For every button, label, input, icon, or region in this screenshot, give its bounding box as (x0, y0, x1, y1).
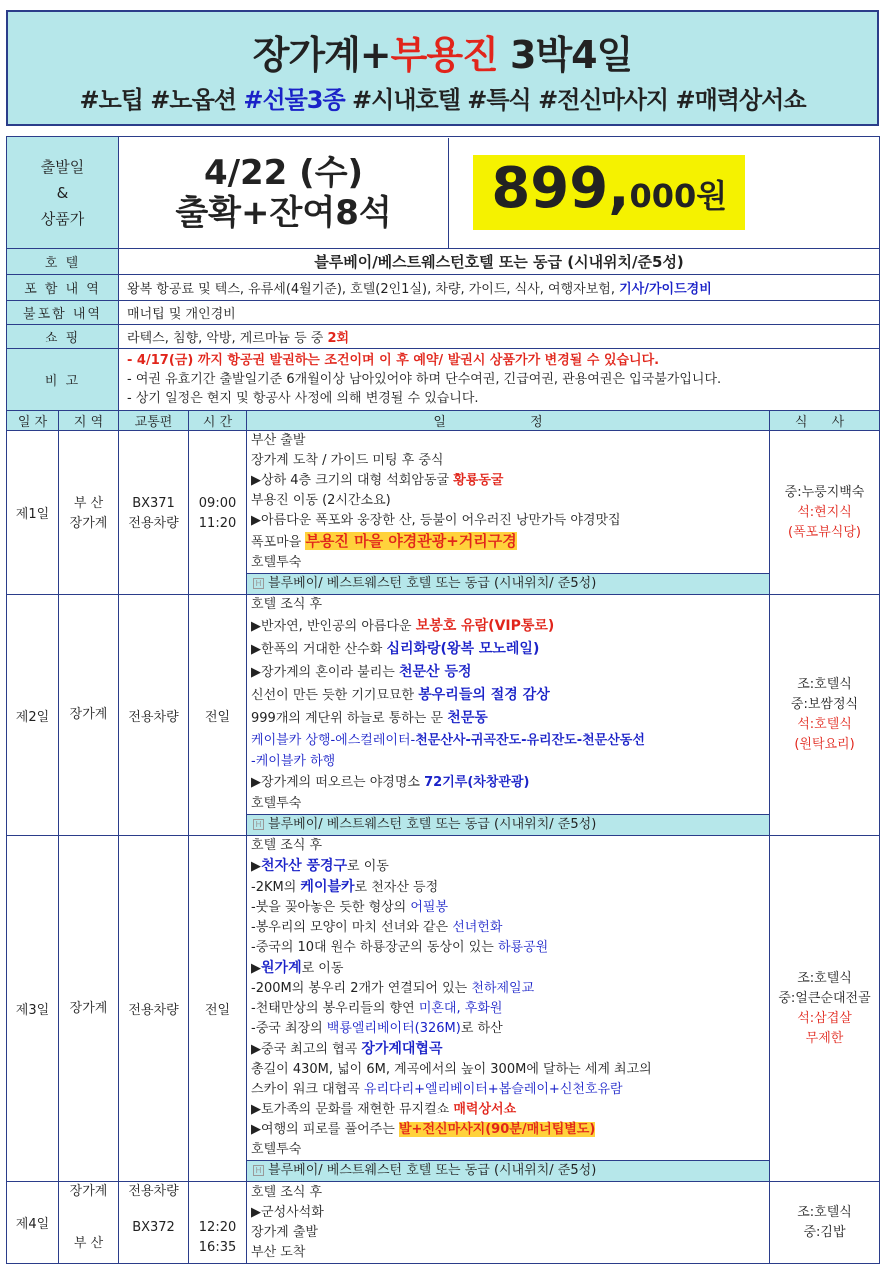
highlight: 유리다리+엘리베이터+봅슬레이+신천호유람 (363, 1082, 623, 1097)
shopping-highlight: 2회 (327, 331, 350, 346)
label-line: 상품가 (40, 209, 85, 228)
text: ▶ (251, 961, 262, 976)
text: 로 이동 (301, 961, 344, 976)
day3-row (7, 836, 880, 1182)
date-block (119, 138, 449, 248)
meal-line: 중:김밥 (803, 1224, 846, 1240)
price-block (449, 138, 770, 248)
schedule-line (251, 938, 765, 958)
schedule-line (251, 1019, 765, 1039)
day2-time: 전일 (189, 595, 247, 836)
note-row (7, 349, 880, 411)
highlight: 천하제일교 (471, 981, 535, 996)
title-part: 장가계+ (252, 33, 391, 77)
text: ▶중국 최고의 협곡 (251, 1042, 362, 1057)
exclude-row (7, 301, 880, 325)
include-highlight: 기사/가이드경비 (619, 282, 712, 297)
highlight: 발+전신마사지(90분/매너팁별도) (399, 1122, 596, 1137)
day2-label: 제2일 (7, 595, 59, 836)
text: ▶ (251, 859, 262, 874)
schedule-line (251, 684, 765, 707)
schedule-line: 총길이 430M, 넓이 6M, 계곡에서의 높이 300M에 달하는 세계 최고의 (251, 1062, 652, 1077)
shopping-text: 라텍스, 침향, 악방, 게르마늄 등 중 (127, 331, 328, 346)
note-label: 비 고 (7, 349, 119, 411)
day4-time (189, 1182, 247, 1264)
schedule-line (251, 638, 765, 661)
shopping-row (7, 325, 880, 349)
schedule-line (251, 856, 765, 877)
region-line: 부 산 (73, 495, 104, 511)
schedule-line (251, 979, 765, 999)
exclude-value: 매너팁 및 개인경비 (119, 301, 880, 325)
highlight: 미혼대, 후화원 (418, 1001, 503, 1016)
exclude-label: 불포함 내역 (7, 301, 119, 325)
schedule-line (251, 1080, 765, 1100)
day2-meal (770, 595, 880, 836)
text: -붓을 꽂아놓은 듯한 형상의 (251, 900, 411, 915)
note-line: - 4/17(금) 까지 항공권 발권하는 조건이며 이 후 예약/ 발권시 상품가가 변경될 수 있습니다. (127, 353, 660, 368)
depart-label (7, 137, 119, 249)
hotel-icon: H (253, 1165, 264, 1176)
hotel-text: 블루베이/ 베스트웨스턴 호텔 또는 동급 (시내위치/ 준5성) (268, 1163, 597, 1178)
schedule-line (251, 1100, 765, 1120)
hotel-row (7, 249, 880, 275)
schedule-line: 호텔 조식 후 (251, 838, 323, 853)
schedule-line (251, 772, 765, 794)
hashtags (8, 80, 877, 115)
price-main: 899, (491, 156, 630, 221)
highlight: 천자산 풍경구 (261, 858, 348, 874)
hotel-icon: H (253, 578, 264, 589)
schedule-line: 호텔투숙 (251, 796, 302, 811)
highlight: 보봉호 유람(VIP통로) (415, 618, 555, 634)
label-line: & (56, 183, 69, 202)
schedule-line: ▶군성사석화 (251, 1204, 324, 1220)
highlight: 천문동 (447, 710, 488, 726)
col-meal: 식 사 (770, 411, 880, 431)
time-line: 16:35 (198, 1240, 237, 1255)
include-label: 포 함 내 역 (7, 275, 119, 301)
schedule-line: 부산 출발 (251, 433, 306, 448)
text: 케이블카 상행-에스컬레이터- (251, 733, 416, 748)
hotel-text: 블루베이/ 베스트웨스턴 호텔 또는 동급 (시내위치/ 준5성) (268, 817, 597, 832)
day1-row (7, 431, 880, 595)
include-text: 왕복 항공료 및 텍스, 유류세(4월기준), 호텔(2인1실), 차량, 가이드, 식사, 여행자보험, (127, 282, 620, 297)
text: -200M의 봉우리 2개가 연결되어 있는 (251, 981, 472, 996)
transport-line: BX371 (132, 495, 175, 511)
text: ▶여행의 피로를 풀어주는 (251, 1122, 399, 1137)
highlight: 천문산사-귀곡잔도-유리잔도-천문산동선 (415, 733, 645, 748)
hotel-icon: H (253, 819, 264, 830)
shopping-label: 쇼 핑 (7, 325, 119, 349)
highlight: 황룡동굴 (453, 473, 504, 488)
schedule-line: 부산 도착 (251, 1244, 306, 1260)
text: -중국 최장의 (251, 1021, 327, 1036)
tags-highlight: #선물3종 (243, 86, 345, 114)
tags-part: #노팁 #노옵션 (79, 86, 244, 114)
day2-row (7, 595, 880, 836)
text: 스카이 워크 대협곡 (251, 1082, 364, 1097)
text: 폭포마을 (251, 535, 306, 550)
day3-transport: 전용차량 (119, 836, 189, 1182)
day3-hotel (247, 1160, 769, 1181)
day4-row (7, 1182, 880, 1264)
day4-schedule (247, 1182, 770, 1264)
shopping-value (119, 325, 880, 349)
meal-line: 석:삼겹살 (797, 1010, 852, 1026)
schedule-line (251, 661, 765, 684)
meal-line: 중:얼큰순대전골 (778, 990, 871, 1006)
schedule-line (251, 958, 765, 979)
day2-hotel (247, 814, 769, 835)
schedule-line (251, 1039, 765, 1060)
label-line: 출발일 (40, 157, 85, 176)
schedule-line: 장가계 도착 / 가이드 미팅 후 중식 (251, 453, 444, 468)
note-line: - 여권 유효기간 출발일기준 6개월이상 남아있어야 하며 단수여권, 긴급여권, 관용여권은 입국불가입니다. (127, 372, 722, 387)
hotel-value: 블루베이/베스트웨스턴호텔 또는 동급 (시내위치/준5성) (119, 249, 880, 275)
day3-schedule (247, 836, 770, 1182)
summary-filler (770, 137, 880, 249)
day2-region: 장가계 (59, 595, 119, 836)
day1-region (59, 431, 119, 595)
text: 로 이동 (347, 859, 389, 874)
page-title (8, 24, 877, 79)
tags-part: #시내호텔 #특식 #전신마사지 #매력상서쇼 (344, 86, 806, 114)
day4-transport (119, 1182, 189, 1264)
col-time: 시 간 (189, 411, 247, 431)
highlight: 십리화랑(왕복 모노레일) (386, 641, 540, 657)
departure-date: 4/22 (수) (203, 152, 364, 193)
meal-line: 조:호텔식 (797, 1204, 852, 1220)
schedule-line (251, 918, 765, 938)
day4-meal (770, 1182, 880, 1264)
transport-line: BX372 (132, 1220, 175, 1235)
highlight: 부용진 마을 야경관광+거리구경 (305, 532, 517, 550)
day3-label: 제3일 (7, 836, 59, 1182)
note-value (119, 349, 880, 411)
day1-schedule (247, 431, 770, 595)
text: 신선이 만든 듯한 기기묘묘한 (251, 688, 419, 703)
day1-hotel (247, 573, 769, 594)
highlight: 매력상서쇼 (453, 1102, 517, 1117)
highlight: 백룡엘리베이터(326M) (326, 1021, 461, 1036)
meal-line: (원탁요리) (794, 737, 855, 752)
highlight: 하룡공원 (497, 940, 549, 955)
highlight: 천문산 등정 (399, 664, 472, 680)
text: ▶장가계의 떠오르는 야경명소 (251, 775, 425, 790)
column-header-row (7, 411, 880, 431)
hotel-label: 호 텔 (7, 249, 119, 275)
text: -중국의 10대 원수 하룡장군의 동상이 있는 (251, 940, 498, 955)
text: -봉우리의 모양이 마치 선녀와 같은 (251, 920, 453, 935)
title-banner (6, 10, 879, 126)
day1-meal (770, 431, 880, 595)
meal-line: 무제한 (805, 1030, 844, 1046)
col-transport: 교통편 (119, 411, 189, 431)
col-region: 지 역 (59, 411, 119, 431)
highlight: 72기루(차창관광) (424, 775, 530, 790)
summary-row (7, 137, 880, 249)
price-sub: 000원 (629, 177, 728, 215)
schedule-line: 장가계 출발 (251, 1224, 318, 1240)
title-part: 3박4일 (497, 33, 633, 77)
day1-label: 제1일 (7, 431, 59, 595)
schedule-line (251, 999, 765, 1019)
meal-line: 석:현지식 (797, 504, 852, 520)
col-schedule: 일 정 (247, 411, 770, 431)
price (473, 155, 745, 230)
note-line: - 상기 일정은 현지 및 항공사 사정에 의해 변경될 수 있습니다. (127, 391, 479, 406)
schedule-line: 부용진 이동 (2시간소요) (251, 493, 391, 508)
summary-cell (119, 137, 770, 249)
text: ▶반자연, 반인공의 아름다운 (251, 619, 416, 634)
text: ▶장가계의 혼이라 불리는 (251, 665, 399, 680)
itinerary-table (6, 136, 880, 1264)
schedule-line (251, 877, 765, 898)
schedule-line: 호텔투숙 (251, 1142, 302, 1157)
schedule-line (251, 730, 765, 752)
schedule-line (251, 615, 765, 638)
day3-time: 전일 (189, 836, 247, 1182)
include-value (119, 275, 880, 301)
day1-transport (119, 431, 189, 595)
day4-label: 제4일 (7, 1182, 59, 1264)
day4-region (59, 1182, 119, 1264)
text: 999개의 계단위 하늘로 통하는 문 (251, 711, 448, 726)
region-line: 장가계 (69, 515, 108, 531)
text: ▶토가족의 문화를 재현한 뮤지컬쇼 (251, 1102, 454, 1117)
day2-transport: 전용차량 (119, 595, 189, 836)
text: ▶한폭의 거대한 산수화 (251, 642, 387, 657)
time-line: 12:20 (198, 1220, 237, 1235)
booking-status: 출확+잔여8석 (175, 192, 392, 233)
schedule-line (251, 898, 765, 918)
text: ▶상하 4층 크기의 대형 석회암동굴 (251, 473, 454, 488)
highlight: 선녀헌화 (452, 920, 503, 935)
schedule-line (251, 1120, 765, 1140)
meal-line: 조:호텔식 (797, 677, 852, 692)
day3-region: 장가계 (59, 836, 119, 1182)
schedule-line: 호텔 조식 후 (251, 597, 323, 612)
include-row (7, 275, 880, 301)
time-line: 11:20 (198, 515, 237, 531)
highlight: 케이블카 (300, 879, 355, 895)
region-line: 부 산 (73, 1236, 104, 1251)
day2-schedule (247, 595, 770, 836)
title-highlight: 부용진 (390, 33, 498, 77)
schedule-line (251, 471, 765, 491)
day3-meal (770, 836, 880, 1182)
day1-time (189, 431, 247, 595)
highlight: 어필봉 (410, 900, 449, 915)
hotel-text: 블루베이/ 베스트웨스턴 호텔 또는 동급 (시내위치/ 준5성) (268, 576, 597, 591)
text: 로 천자산 등정 (354, 880, 439, 895)
schedule-line (251, 707, 765, 730)
schedule-line (251, 531, 765, 553)
meal-line: 조:호텔식 (797, 970, 852, 986)
time-line: 09:00 (198, 495, 237, 511)
meal-line: 중:누룽지백숙 (784, 484, 865, 500)
transport-line: 전용차량 (128, 1184, 179, 1199)
text: -천태만상의 봉우리들의 향연 (251, 1001, 419, 1016)
highlight: 장가계대협곡 (361, 1041, 443, 1057)
meal-line: (폭포뷰식당) (788, 524, 861, 540)
schedule-line: ▶아름다운 폭포와 웅장한 산, 등불이 어우러진 낭만가득 야경맛집 (251, 513, 621, 528)
meal-line: 석:호텔식 (797, 717, 852, 732)
text: -2KM의 (251, 880, 301, 895)
text: 로 하산 (460, 1021, 503, 1036)
meal-line: 중:보쌈정식 (790, 697, 859, 712)
col-day: 일 자 (7, 411, 59, 431)
highlight: 원가계 (261, 960, 302, 976)
region-line: 장가계 (69, 1184, 108, 1199)
schedule-line: -케이블카 하행 (251, 754, 336, 769)
schedule-line: 호텔투숙 (251, 555, 302, 570)
schedule-line: 호텔 조식 후 (251, 1184, 323, 1200)
transport-line: 전용차량 (128, 515, 179, 531)
highlight: 봉우리들의 절경 감상 (418, 687, 550, 703)
